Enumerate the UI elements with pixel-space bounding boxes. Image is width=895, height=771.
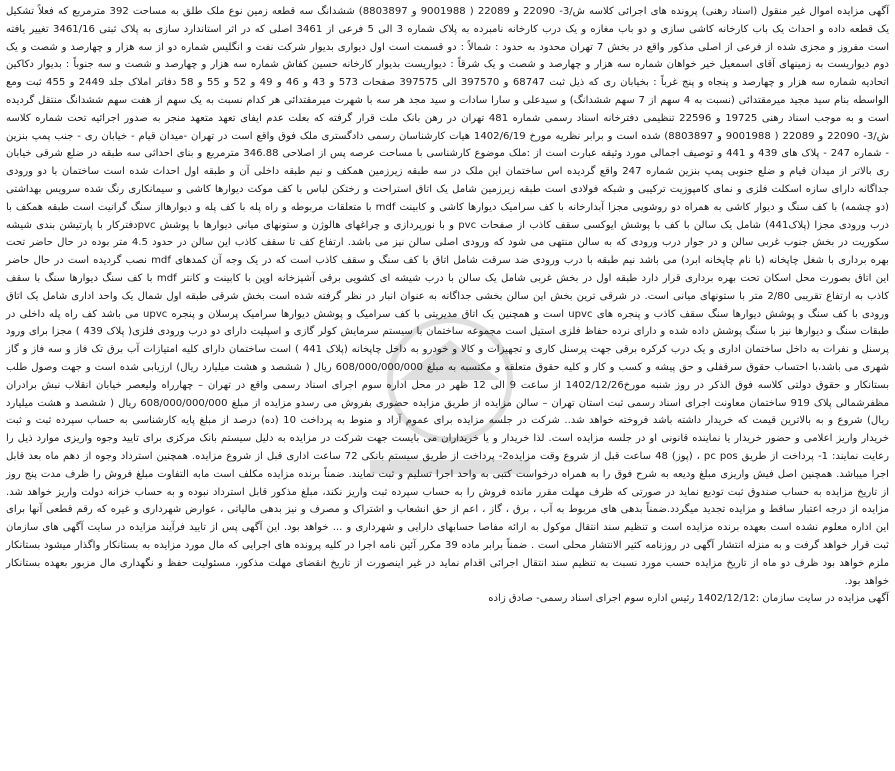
auction-notice-footer: آگهی مزایده در سایت سازمان :1402/12/12 رئیس اداره سوم اجرای اسناد رسمی- صادق زاده [488,593,889,605]
auction-notice-body: آگهی مزایده اموال غیر منقول (اسناد رهنی) پرونده های اجرائی کلاسه ش/3- 22090 و 22089 ( 9001988 و 8803897) ششدانگ سه قطعه زمین نوع ملک طلق به مساحت 392 مترمربع که فعلاً تشکیل یک قطعه داده و احداث یک باب کارخانه کاشی سازی و دو باب مغازه و یک درب کارخانه نامبرده به پلاک شماره 3 الی 5 فرعی از 3461 اصلی که در اثر استاندارد سازی به پلاک ثبتی 3461/16 تغییر یافته است مفروز و مجزی شده از فرعی از اصلی مذکور واقع در بخش 7 تهران محدود به حدود : شمالاً : دو قسمت است اول دیواری بدیوار شرکت نفت و انگلیس شماره دو از سه هزار و چهارصد و شصت و یک دوم دیواریست به زمینهای آقای اسمعیل خیر خواهان شماره سه هزار و چهارصد و شصت و یک شرقاً : دیواریست بدیوار کارخانه حسین کفاش شماره سه هزار و چهارصد و شصت و سه جنوباً : بدیوار دکاکین اتحادیه شماره سه هزار و چهارصد و پنجاه و پنج غرباً : بخیابان ری که ذیل ثبت 68747 و 397570 الی 397575 صفحات 573 و 43 و 46 و 49 و 52 و 55 و 58 دفاتر املاک جلد 2449 و 455 ثبت ومع الواسطه بنام سید مجید میرمقتدائی (نسبت به 4 سهم از 7 سهم ششدانگ) و سیدعلی و سارا سادات و سید مجد هر سه با شهرت میرمقتدائی هر کدام نسبت به یک سهم از هفت سهم ششدانگ منتقل گردیده است و به موجب اسناد رهنی 19725 و 22596 تنظیمی دفترخانه اسناد رسمی شماره 481 تهران در رهن بانک ملت قرار گرفته که بعلت عدم ایفای تعهد متعهد منجر به صدور اجرائیه تحت شماره کلاسه ش/3- 22090 و 22089 ( 9001988 و 8803897) شده است و برابر نظریه مورخ 1402/6/19 هیات کارشناسان رسمی دادگستری ملک فوق واقع است در تهران -میدان قیام - خیابان ری - جنب پمپ بنزین - شماره 247 - پلاک های 439 و 441 و توصیف اجمالی مورد وثیقه عبارت است از :ملک موضوع کارشناسی با مساحت عرصه پس از اصلاحی 346.88 مترمربع و بنای احداثی سه طبقه در ضلع شرقی خیابان ری بالاتر از میدان قیام و ضلع جنوبی پمپ بنزین شماره 247 واقع گردیده اس ساختمان این ملک در سه طبقه زیرزمین همکف و نیم طبقه داخلی آن و طبقه اول احداث شده است ساختمان با دو ورودی جداگانه دارای سازه اسکلت فلزی و نمای کامپوزیت ترکیبی و شبکه فولادی است طبقه زیرزمین شامل یک اتاق استراحت و رختکن لباس با کف موکت دیوارها کاشی و سیمانکاری رنگ شده سرویس بهداشتی (دو چشمه) با کف سنگ و دیوار کاشی به همراه دو روشویی مجزا آبدارخانه با کف سرامیک دیوارها کاشی و کابینت mdf با متعلقات مربوطه و راه پله با کف پله و دیوارهااز سنگ گرانیت است طبقه همکف با درب ورودی مجزا (پلاک441) شامل یک سالن با کف با پوشش ایوکسی سقف کاذب از صفحات pvc و با نورپردازی و چراغهای هالوژن و ستونهای میانی دیوارها با پوشش pvcدفترکار با پارتیشن بندی شیشه سکوریت در بخش جنوب غربی سالن و در جوار درب ورودی که به سالن منتهی می شود که ورودی اصلی سالن نیز می باشد. ارتفاع کف تا سقف کاذب این سالن در حدود 4.5 متر بوده در حال حاضر تحت بهره برداری با شغل چاپخانه (با نام چاپخانه ابرد) می باشد نیم طبقه با درب ورودی ضد سرقت شامل اتاق با کف سنگ و سقف کاذب است که در یک وجه آن کمدهای mdf نصب گردیده است در حال حاضر این اتاق بصورت محل اسکان تحت بهره برداری قرار دارد طبقه اول در بخش غربی شامل یک سالن با درب شیشه ای کشویی برقی آشپزخانه اوپن با کابینت و کانتر mdf با کف سنگ دیوارها سنگ با سقف کاذب به ارتفاع تقریبی 2/80 متر با ستونهای میانی است. در شرقی ترین بخش این سالن بخشی جداگانه به عنوان انبار در نظر گرفته شده است بخش شرقی طبقه اول شمال یک واحد اداری شامل یک اتاق ورودی با کف سنگ و پوشش دیوارها سنگ سقف کاذب و پنجره های upvc است و همچنین یک اتاق مدیریتی با کف سرامیک و پوشش دیوارها سرامیک پرسلان و پنجره upvc می باشد کف راه پله داخلی در طبقات سنگ و دیوارها نیز با سنگ پوشش داده شده و دارای نرده حفاظ فلزی استیل است مجموعه ساختمان با سیستم سرمایش کولر گازی و اسپلیت دارای دو درب ورودی فلزی( پلاک 439 ) مجزا برای ورود پرسنل و نفرات به داخل ساختمان اداری و یک درب کرکره برقی جهت پرسنل کاری و تجهیزات و کالا و خودرو به داخل چاپخانه (پلاک 441 ) است ساختمان دارای کلیه امتیازات آب برق تک فاز و سه فاز و گاز شهری می باشد،با احتساب حقوق سرقفلی و حق پیشه و کسب و کار و کلیه حقوق متعلقه و مکتسبه به مبلغ 608/000/000/000 ریال ( ششصد و هشت میلیارد ریال) ارزیابی شده است و جهت وصول طلب بستانکار و حقوق دولتی کلاسه فوق الذکر در روز شنبه مورخ1402/12/26 از ساعت 9 الی 12 ظهر در محل اداره سوم اجرای اسناد رسمی واقع در تهران – چهارراه ولیعصر خیابان انقلاب نبش برادران مظفرشمالی پلاک 919 ساختمان معاونت اجرای اسناد رسمی ثبت استان تهران – سالن مزایده از طریق مزایده حضوری بفروش می رسدو مزایده از مبلغ 608/000/000/000 ریال ( ششصد و هشت میلیارد ریال) شروع و به بالاترین قیمت که خریدار داشته باشد فروخته خواهد شد.. شرکت در جلسه مزایده برای عموم آزاد و منوط به پرداخت 10 (ده) درصد از مبلغ پایه کارشناسی به حساب سپرده ثبت و ثبت خریدار واریز اعلامی و حضور خریدار یا نماینده قانونی او در جلسه مزایده است. لذا خریدار و یا خریداران می بایست جهت شرکت در مزایده به دلیل سیستم بانک مرکزی برای تایید وجوه واریزی موارد ذیل را رعایت نمایند: 1- پرداخت از طریق pc pos ، (پوز) 48 ساعت قبل از شروع وقت مزایده2- پرداخت از طریق سیستم بانکی 72 ساعت اداری قبل از شروع مزایده. همچنین استرداد وجوه از دهم ماه بعد قابل اجرا میباشد. همچنین اصل فیش واریزی مبلغ ودیعه به شرح فوق را به همراه درخواست کتبی به واحد اجرا تسلیم و ثبت نمایند. ضمناً برنده مزایده مکلف است مابه التفاوت مبلغ فروش را ظرف مدت پنج روز از تاریخ مزایده به حساب صندوق ثبت تودیع نماید در صورتی که ظرف مهلت مقرر مانده فروش را به حساب سپرده ثبت واریز نکند، مبلغ مذکور قابل استرداد نبوده و به حساب خزانه دولت واریز خواهد شد. مزایده از درجه اعتبار ساقط و مزایده تجدید میگردد.ضمناً بدهی های مربوط به آب ، برق ، گاز ، اعم از حق انشعاب و اشتراک و مصرف و نیز بدهی مالیاتی ، عوارض شهرداری و غیره که رقم قطعی آنها برای این اداره معلوم نشده است بعهده برنده مزایده است و تنظیم سند انتقال موکول به ارائه مفاصا حسابهای دارایی و شهرداری و ... خواهد بود. این آگهی پس از تایید فرآیند مزایده در سایت آگهی های سازمان ثبت قرار خواهد گرفت و به منزله انتشار آگهی در روزنامه کثیر الانتشار محلی است . ضمناً برابر ماده 39 مکرر آئین نامه اجرا در کلیه پرونده های اجرایی که مال مورد مزایده به بستانکار واگذار میشود بستانکار ملزم خواهد بود ظرف دو ماه از تاریخ مزایده حسب مورد نسبت به تنظیم سند انتقال اجرائی اقدام نماید در غیر اینصورت از تاریخ انقضای مهلت مذکور، مسئولیت حفظ و نگهداری مال مزبور بعهده بستانکار خواهد بود. [6,6,890,587]
